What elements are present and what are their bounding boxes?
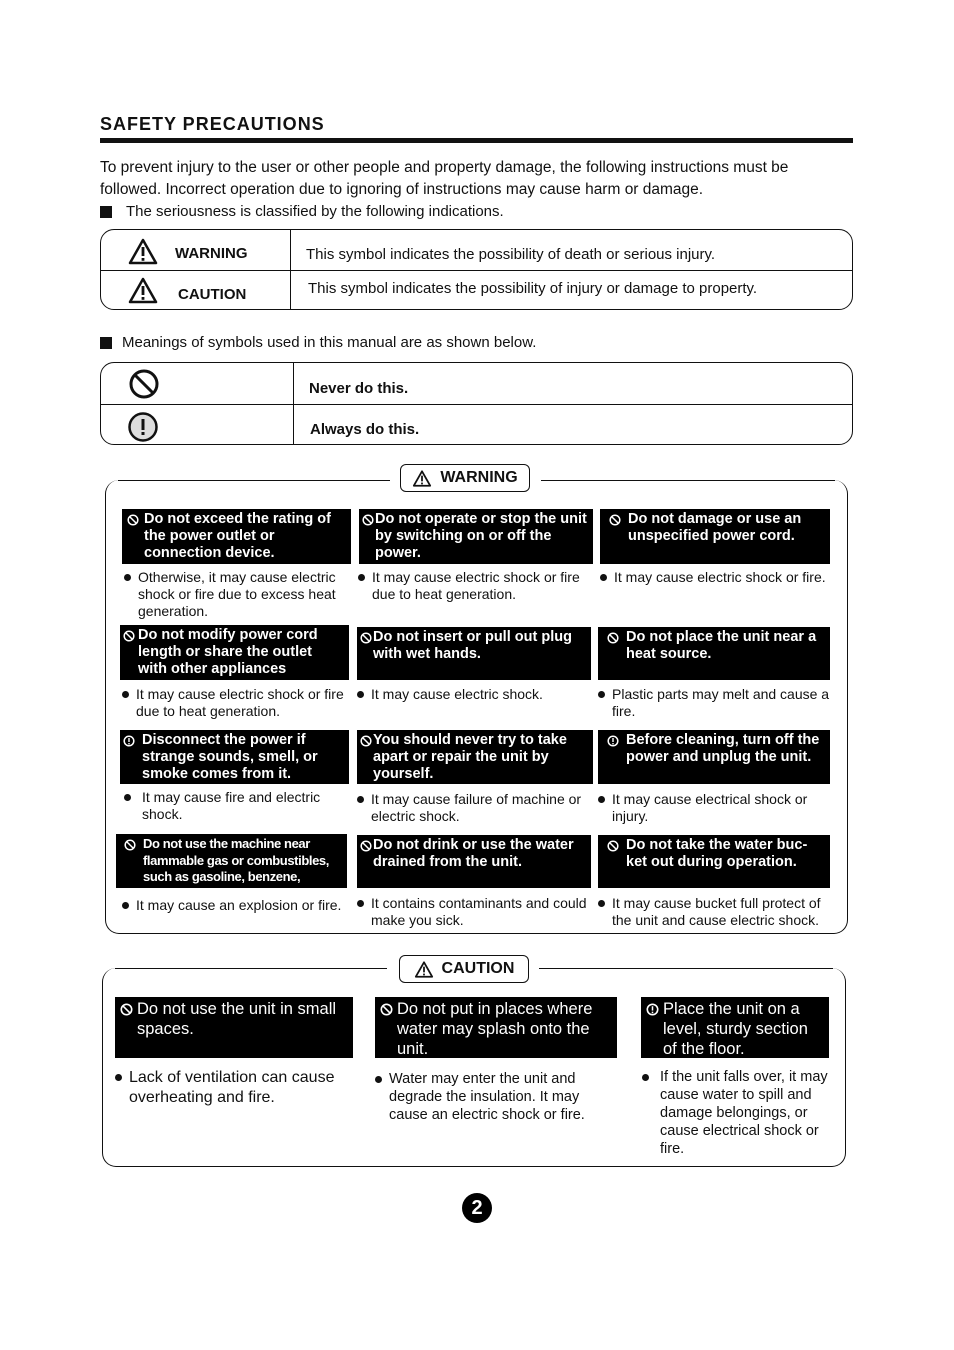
prohibition-icon <box>360 632 372 644</box>
page-title: SAFETY PRECAUTIONS <box>100 114 325 134</box>
warning-label: WARNING <box>175 245 248 262</box>
seriousness-line: The seriousness is classified by the following indications. <box>100 201 840 223</box>
intro-paragraph <box>100 157 840 223</box>
intro-text: To prevent injury to the user or other people and property damage, the following instructions must be followed. Incorrect operation due to ignoring of instructions may cause harm or damage. <box>100 159 789 198</box>
caution-section-tag: CAUTION <box>399 955 529 983</box>
prohibition-icon <box>360 840 372 852</box>
warning-item-note: Plastic parts may melt and cause a fire. <box>598 686 838 720</box>
warning-item-note: It may cause electric shock or fire due to heat generation. <box>122 686 347 720</box>
warning-triangle-icon <box>128 238 158 265</box>
warning-item-card: You should never try to take apart or repair the unit by yourself. <box>357 730 593 784</box>
caution-item-note: Water may enter the unit and degrade the insulation. It may cause an electric shock or fire. <box>375 1070 615 1124</box>
warning-triangle-icon <box>412 470 432 487</box>
caution-description: This symbol indicates the possibility of injury or damage to property. <box>308 280 758 297</box>
bullet-square-icon <box>100 206 112 218</box>
warning-triangle-icon <box>128 277 158 304</box>
warning-item-note: It may cause an explosion or fire. <box>122 897 354 914</box>
warning-item-card: Do not drink or use the water drained from the unit. <box>357 835 591 888</box>
caution-item-card: Do not use the unit in small spaces. <box>115 997 353 1058</box>
warning-item-card: Do not operate or stop the unit by switching on or off the power. <box>359 509 593 564</box>
prohibition-icon <box>607 840 619 852</box>
warning-item-card: Do not take the water buc-ket out during operation. <box>598 835 830 888</box>
warning-item-note: It may cause electric shock or fire. <box>600 569 845 586</box>
symbols-table <box>100 362 853 445</box>
warning-section-tag: WARNING <box>400 464 530 492</box>
warning-item-card: Do not place the unit near a heat source. <box>598 627 830 680</box>
bullet-square-icon <box>100 337 112 349</box>
prohibition-icon <box>607 632 619 644</box>
warning-item-card: Do not modify power cord length or share the outlet with other appliances <box>120 625 349 680</box>
prohibition-icon <box>127 514 139 526</box>
warning-item-card: Do not exceed the rating of the power outlet or connection device. <box>122 509 351 564</box>
prohibition-icon <box>124 839 136 851</box>
warning-item-note: It contains contaminants and could make you sick. <box>357 895 593 929</box>
indications-table <box>100 229 853 310</box>
prohibition-icon <box>123 630 135 642</box>
prohibition-icon <box>609 514 621 526</box>
warning-item-card: Before cleaning, turn off the power and unplug the unit. <box>598 730 830 784</box>
exclamation-circle-icon <box>646 1003 659 1016</box>
caution-item-note: If the unit falls over, it may cause water to spill and damage belongings, or cause electrical shock or fire. <box>642 1068 844 1158</box>
caution-item-note: Lack of ventilation can cause overheating and fire. <box>115 1068 360 1108</box>
caution-item-card: Do not put in places where water may splash onto the unit. <box>375 997 617 1058</box>
warning-item-note: It may cause electric shock or fire due to heat generation. <box>358 569 596 603</box>
warning-item-note: It may cause failure of machine or electric shock. <box>357 791 593 825</box>
prohibition-icon <box>380 1003 393 1016</box>
prohibition-icon <box>362 514 374 526</box>
warning-item-note: It may cause bucket full protect of the unit and cause electric shock. <box>598 895 838 929</box>
exclamation-circle-icon <box>123 735 135 747</box>
warning-item-note: It may cause fire and electric shock. <box>124 789 346 823</box>
prohibition-icon <box>120 1003 133 1016</box>
exclamation-circle-icon <box>127 411 159 443</box>
exclamation-circle-icon <box>607 735 619 747</box>
warning-item-note: Otherwise, it may cause electric shock or fire due to excess heat generation. <box>124 569 352 620</box>
caution-label: CAUTION <box>178 286 247 303</box>
prohibition-icon <box>360 735 372 747</box>
caution-item-card: Place the unit on a level, sturdy section of the floor. <box>641 997 829 1058</box>
title-rule <box>100 138 853 143</box>
always-do-text: Always do this. <box>310 421 420 438</box>
warning-triangle-icon <box>414 961 434 978</box>
prohibition-icon <box>128 368 160 400</box>
page-number: 2 <box>462 1193 492 1223</box>
warning-item-card: Do not insert or pull out plug with wet hands. <box>357 627 591 680</box>
symbols-line: Meanings of symbols used in this manual are as shown below. <box>100 334 536 351</box>
warning-item-note: It may cause electrical shock or injury. <box>598 791 833 825</box>
warning-item-note: It may cause electric shock. <box>357 686 593 703</box>
warning-item-card: Do not damage or use an unspecified power cord. <box>600 509 830 564</box>
never-do-text: Never do this. <box>309 380 409 397</box>
warning-item-card: Disconnect the power if strange sounds, smell, or smoke comes from it. <box>120 730 349 784</box>
warning-description: This symbol indicates the possibility of death or serious injury. <box>306 246 716 263</box>
warning-item-card: Do not use the machine near flammable gas or combustibles, such as gasoline, benzene, thinner, etc. <box>116 834 347 888</box>
